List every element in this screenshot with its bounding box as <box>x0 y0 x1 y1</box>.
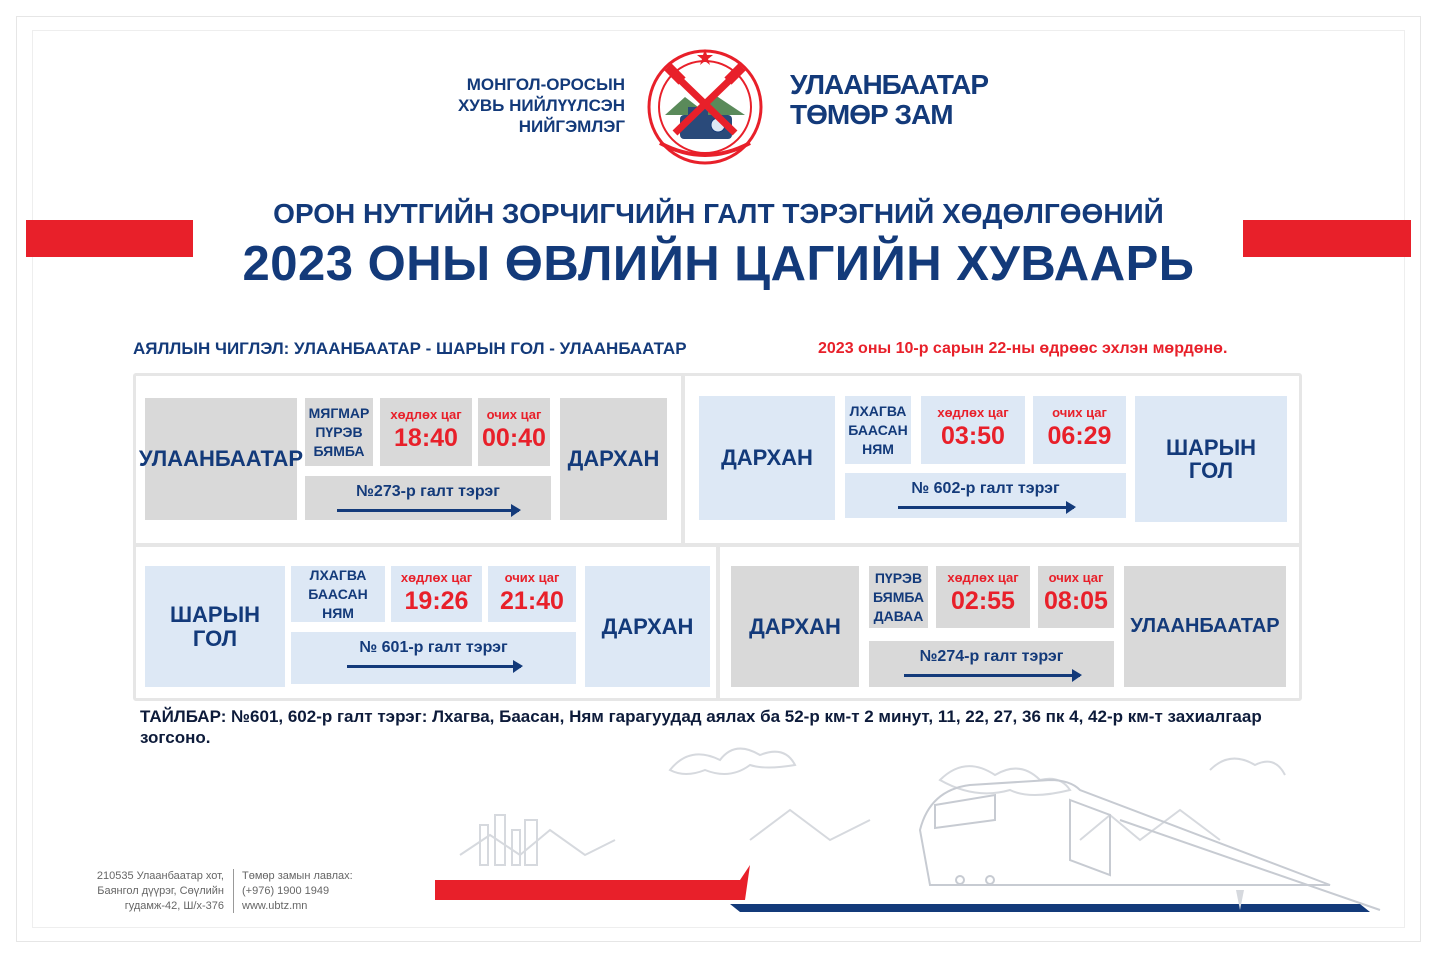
panel1-arrive-label: очих цаг <box>486 407 542 422</box>
panel4-depart-time: 02:55 <box>951 586 1015 615</box>
panel2-from-station: ДАРХАН <box>699 396 835 520</box>
panel1-day-1: МЯГМАР <box>308 404 370 421</box>
org-left-name <box>420 74 625 137</box>
panel2-to-line-1: ШАРЫН <box>1165 434 1257 460</box>
panel1-arrive-box <box>478 398 550 466</box>
contact-website[interactable]: www.ubtz.mn <box>242 900 308 912</box>
footer-address <box>74 869 224 914</box>
panel4-day-1: ПҮРЭВ <box>874 569 923 586</box>
panel2-arrive-label: очих цаг <box>1052 405 1107 420</box>
grid-divider-top <box>681 376 685 544</box>
address-line-1: 210535 Улаанбаатар хот, <box>96 870 224 882</box>
panel1-train-number: №273-р галт тэрэг <box>356 483 500 500</box>
panel3-depart-time: 19:26 <box>404 586 469 615</box>
panel4-depart-box <box>936 566 1030 628</box>
panel3-to-station: ДАРХАН <box>585 566 710 687</box>
panel3-days <box>291 566 385 622</box>
panel1-arrive-time: 00:40 <box>482 423 546 452</box>
panel3-train-number: № 601-р галт тэрэг <box>359 639 508 656</box>
train-illustration-icon <box>420 730 1415 945</box>
railway-emblem-icon <box>640 45 770 165</box>
panel1-train-box <box>305 476 551 520</box>
panel3-arrive-box <box>488 566 576 622</box>
panel4-day-3: ДАВАА <box>873 607 924 624</box>
panel1-days <box>305 398 373 466</box>
route-direction: АЯЛЛЫН ЧИГЛЭЛ: УЛААНБААТАР - ШАРЫН ГОЛ - УЛААНБААТАР <box>133 339 687 358</box>
panel1-depart-label: хөдлөх цаг <box>390 407 462 422</box>
panel2-day-3: НЯМ <box>862 440 894 457</box>
title-line-2: 2023 ОНЫ ӨВЛИЙН ЦАГИЙН ХУВААРЬ <box>242 237 1195 291</box>
panel2-arrive-box <box>1033 396 1126 464</box>
panel4-from-station: ДАРХАН <box>731 566 859 687</box>
direction-arrow-icon <box>904 674 1080 677</box>
grid-divider-bottom <box>716 547 720 698</box>
panel4-days <box>869 566 928 628</box>
panel3-day-2: БААСАН <box>308 585 368 602</box>
panel3-from-line-1: ШАРЫН <box>169 602 261 628</box>
panel3-depart-label: хөдлөх цаг <box>400 570 473 585</box>
footnote: ТАЙЛБАР: №601, 602-р галт тэрэг: Лхагва, Баасан, Ням гарагуудад аялах ба 52-р км-т 2 минут, 11, 22, 27, 36 пк 4, 42-р км-т захиалгаар зогсоно. <box>140 707 1262 747</box>
direction-arrow-icon <box>337 509 519 512</box>
contact-phone: (+976) 1900 1949 <box>242 885 330 897</box>
panel2-train-number: № 602-р галт тэрэг <box>911 480 1060 497</box>
panel2-day-2: БААСАН <box>848 421 908 438</box>
panel4-train-number: №274-р галт тэрэг <box>919 648 1064 665</box>
panel4-train-box <box>869 641 1114 687</box>
direction-arrow-icon <box>347 665 521 668</box>
panel4-arrive-time: 08:05 <box>1044 586 1108 615</box>
address-line-3: гудамж-42, Ш/х-376 <box>124 900 224 912</box>
panel3-day-3: НЯМ <box>322 604 354 621</box>
panel2-train-box <box>845 473 1126 518</box>
panel1-day-3: БЯМБА <box>313 442 365 459</box>
panel3-from-line-2: ГОЛ <box>192 625 238 651</box>
panel4-depart-label: хөдлөх цаг <box>947 570 1019 585</box>
panel2-depart-box <box>921 396 1025 464</box>
panel1-depart-box <box>380 398 472 466</box>
panel3-arrive-time: 21:40 <box>500 586 564 615</box>
panel4-day-2: БЯМБА <box>872 588 925 605</box>
org-left-line-1: МОНГОЛ-ОРОСЫН <box>466 75 625 94</box>
panel4-to-station: УЛААНБААТАР <box>1124 566 1286 687</box>
panel1-day-2: ПҮРЭВ <box>315 423 363 440</box>
org-left-line-2: ХУВЬ НИЙЛҮҮЛСЭН <box>457 96 625 115</box>
effective-date-note: 2023 оны 10-р сарын 22-ны өдрөөс эхлэн мөрдөнө. <box>818 340 1228 357</box>
panel1-from-station: УЛААНБААТАР <box>145 398 297 520</box>
panel2-days <box>845 396 911 464</box>
footer-contact <box>242 869 353 914</box>
panel3-train-box <box>291 632 576 684</box>
panel3-arrive-label: очих цаг <box>504 570 560 585</box>
panel2-to-station <box>1135 396 1287 522</box>
org-right-line-2: ТӨМӨР ЗАМ <box>790 99 953 130</box>
panel3-from-station <box>145 566 285 687</box>
panel1-to-station: ДАРХАН <box>560 398 667 520</box>
panel2-arrive-time: 06:29 <box>1047 421 1112 450</box>
direction-arrow-icon <box>898 506 1074 509</box>
panel3-depart-box <box>391 566 482 622</box>
panel1-depart-time: 18:40 <box>394 423 458 452</box>
panel2-depart-label: хөдлөх цаг <box>937 405 1009 420</box>
contact-line-1: Төмөр замын лавлах: <box>242 870 353 882</box>
org-left-line-3: НИЙГЭМЛЭГ <box>518 117 625 136</box>
org-right-line-1: УЛААНБААТАР <box>790 69 989 100</box>
panel4-arrive-box <box>1038 566 1114 628</box>
panel3-day-1: ЛХАГВА <box>309 566 367 583</box>
footer-divider <box>233 869 234 913</box>
panel2-depart-time: 03:50 <box>941 421 1005 450</box>
panel4-arrive-label: очих цаг <box>1048 570 1104 585</box>
address-line-2: Баянгол дүүрэг, Сөүлийн <box>97 885 224 897</box>
org-right-name <box>790 70 988 130</box>
title-line-1: ОРОН НУТГИЙН ЗОРЧИГЧИЙН ГАЛТ ТЭРЭГНИЙ ХӨДӨЛГӨӨНИЙ <box>273 198 1164 229</box>
panel2-day-1: ЛХАГВА <box>849 402 907 419</box>
panel2-to-line-2: ГОЛ <box>1188 458 1234 483</box>
